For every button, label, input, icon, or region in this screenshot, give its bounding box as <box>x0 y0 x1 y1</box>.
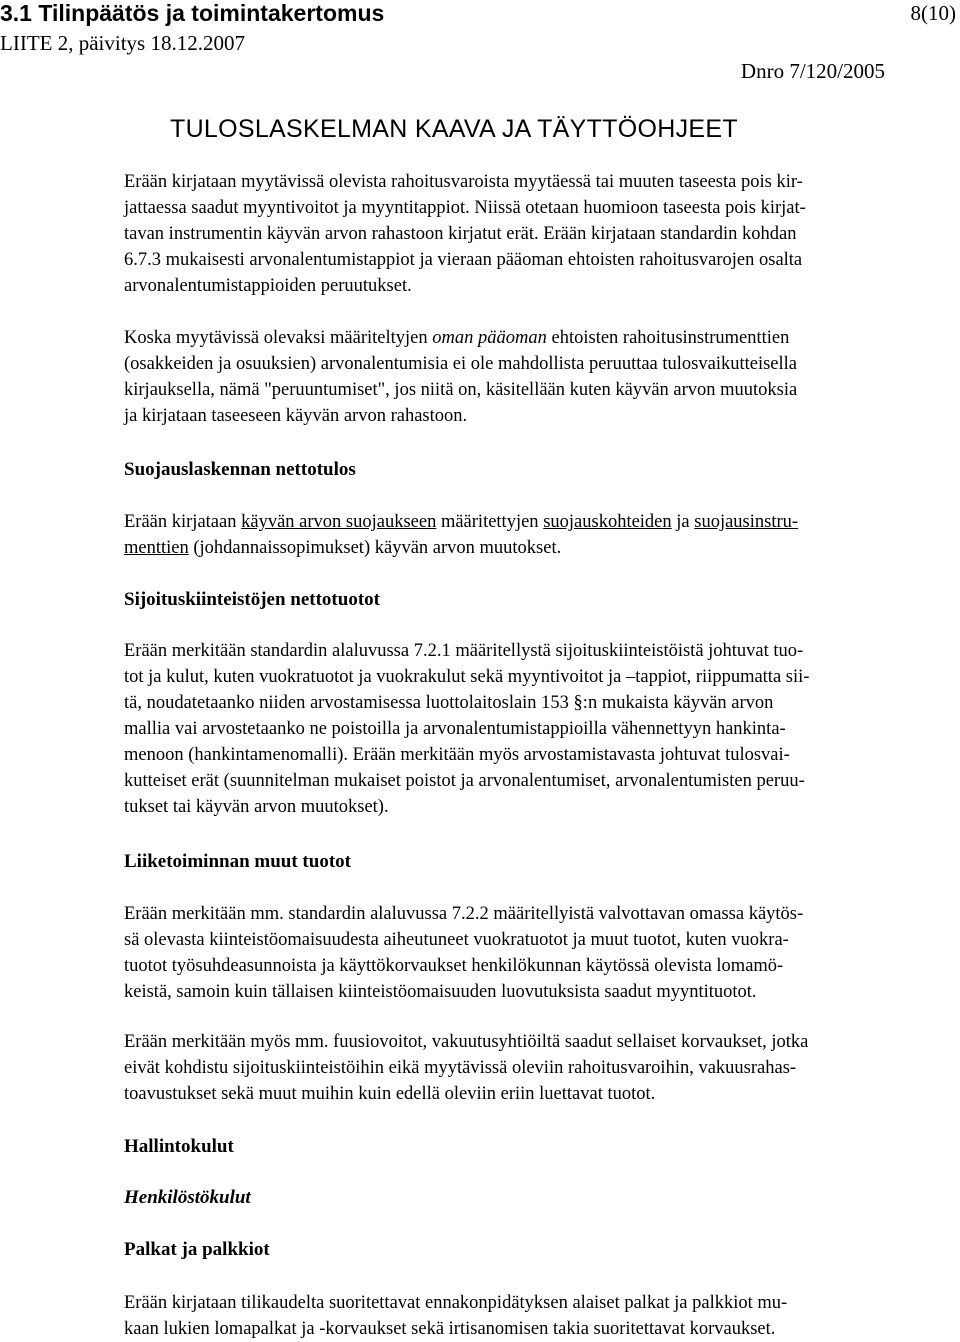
text-fragment: ja <box>671 512 695 532</box>
text-line: sä olevasta kiinteistöomaisuudesta aiheutuneet vuokratuotot ja muut tuotot, kuten vuokra- <box>124 930 789 950</box>
paragraph-sijoituskiinteistot <box>124 638 956 820</box>
paragraph-fuusiovoitot <box>124 1029 956 1107</box>
text-line: Erään kirjataan tilikaudelta suoritettavat ennakonpidätyksen alaiset palkat ja palkkiot mu- <box>124 1293 788 1313</box>
text-line: tot ja kulut, kuten vuokratuotot ja vuokrakulut sekä myyntivoitot ja –tappiot, riippumatta sii- <box>124 667 810 687</box>
text-line: keistä, samoin kuin tällaisen kiinteistöomaisuuden luovutuksista saadut myyntituotot. <box>124 982 757 1002</box>
text-line: Erään kirjataan myytävissä olevista rahoitusvaroista myytäessä tai muuten taseesta pois kir- <box>124 172 803 192</box>
heading-palkat-ja-palkkiot: Palkat ja palkkiot <box>124 1239 270 1260</box>
text-fragment: määritettyjen <box>436 512 544 532</box>
text-fragment: ehtoisten rahoitusinstrumenttien <box>546 328 790 348</box>
text-line: tuotot työsuhdeasunnoista ja käyttökorvaukset henkilökunnan käytössä olevista lomamö- <box>124 956 784 976</box>
text-line: jattaessa saadut myyntivoitot ja myyntitappiot. Niissä otetaan huomioon taseesta pois kirjat- <box>124 198 806 218</box>
text-line <box>124 509 956 535</box>
paragraph-suojaus <box>124 509 956 561</box>
section-title: 3.1 Tilinpäätös ja toimintakertomus <box>0 0 385 26</box>
text-line <box>124 325 956 351</box>
text-line: kaan lukien lomapalkat ja -korvaukset sekä irtisanomisen takia suoritettavat korvaukset. <box>124 1319 776 1339</box>
text-line: tä, noudatetaanko niiden arvostamisessa luottolaitoslain 153 §:n mukaista käyvän arvon <box>124 693 774 713</box>
text-line: tavan instrumentin käyvän arvon rahastoon kirjatut erät. Erään kirjataan standardin kohdan <box>124 224 797 244</box>
heading-sijoituskiinteistot: Sijoituskiinteistöjen nettotuotot <box>124 589 380 610</box>
document-title: TULOSLASKELMAN KAAVA JA TÄYTTÖOHJEET <box>170 115 738 143</box>
text-line: kutteiset erät (suunnitelman mukaiset poistot ja arvonalentumiset, arvonalentumisten peruu- <box>124 771 805 791</box>
emphasis-text: oman pääoman <box>432 328 547 348</box>
text-fragment: Koska myytävissä olevaksi määriteltyjen <box>124 328 433 348</box>
text-line: mallia vai arvostetaanko ne poistoilla ja arvonalentumistappioilla vähennettyyn hankinta- <box>124 719 786 739</box>
text-line: Erään merkitään myös mm. fuusiovoitot, vakuutusyhtiöiltä saadut sellaiset korvaukset, jotka <box>124 1032 809 1052</box>
paragraph-palkat <box>124 1290 956 1342</box>
paragraph-oman-paaoman <box>124 325 956 429</box>
text-line: kirjauksella, nämä "peruuntumiset", jos niitä on, käsitellään kuten käyvän arvon muutoksia <box>124 380 798 400</box>
text-line <box>124 535 956 561</box>
text-line: eivät kohdistu sijoituskiinteistöihin eikä myytävissä oleviin rahoitusvaroihin, vakuusrahas- <box>124 1058 797 1078</box>
text-line: Erään merkitään mm. standardin alaluvussa 7.2.2 määritellyistä valvottavan omassa käytös- <box>124 904 804 924</box>
underlined-term: suojausinstru- <box>694 512 799 532</box>
text-line: toavustukset sekä muut muihin kuin edellä oleviin eriin luettavat tuotot. <box>124 1084 656 1104</box>
heading-suojauslaskenta: Suojauslaskennan nettotulos <box>124 459 356 480</box>
paragraph-myyntivoitot <box>124 169 956 299</box>
text-line: (osakkeiden ja osuuksien) arvonalentumisia ei ole mahdollista peruuttaa tulosvaikutteisella <box>124 354 798 374</box>
text-line: Erään merkitään standardin alaluvussa 7.2.1 määritellystä sijoituskiinteistöistä johtuvat tuo- <box>124 641 804 661</box>
reference-number: Dnro 7/120/2005 <box>740 59 885 83</box>
text-line: ja kirjataan taseeseen käyvän arvon rahastoon. <box>124 406 468 426</box>
text-line: arvonalentumistappioiden peruutukset. <box>124 276 412 296</box>
heading-hallintokulut: Hallintokulut <box>124 1136 234 1157</box>
text-line: menoon (hankintamenomalli). Erään merkitään myös arvostamistavasta johtuvat tulosvai- <box>124 745 790 765</box>
underlined-term: käyvän arvon suojaukseen <box>241 512 437 532</box>
heading-henkilostokulut: Henkilöstökulut <box>124 1187 251 1208</box>
text-fragment: (johdannaissopimukset) käyvän arvon muutokset. <box>188 538 562 558</box>
text-line: tukset tai käyvän arvon muutokset). <box>124 797 389 817</box>
appendix-line: LIITE 2, päivitys 18.12.2007 <box>0 31 245 55</box>
underlined-term: menttien <box>124 538 189 558</box>
text-fragment: Erään kirjataan <box>124 512 242 532</box>
heading-liiketoiminnan-muut-tuotot: Liiketoiminnan muut tuotot <box>124 851 351 872</box>
page-number: 8(10) <box>910 1 956 25</box>
underlined-term: suojauskohteiden <box>543 512 672 532</box>
text-line: 6.7.3 mukaisesti arvonalentumistappiot ja vieraan pääoman ehtoisten rahoitusvarojen osalta <box>124 250 803 270</box>
paragraph-kiinteistoomaisuus <box>124 901 956 1005</box>
